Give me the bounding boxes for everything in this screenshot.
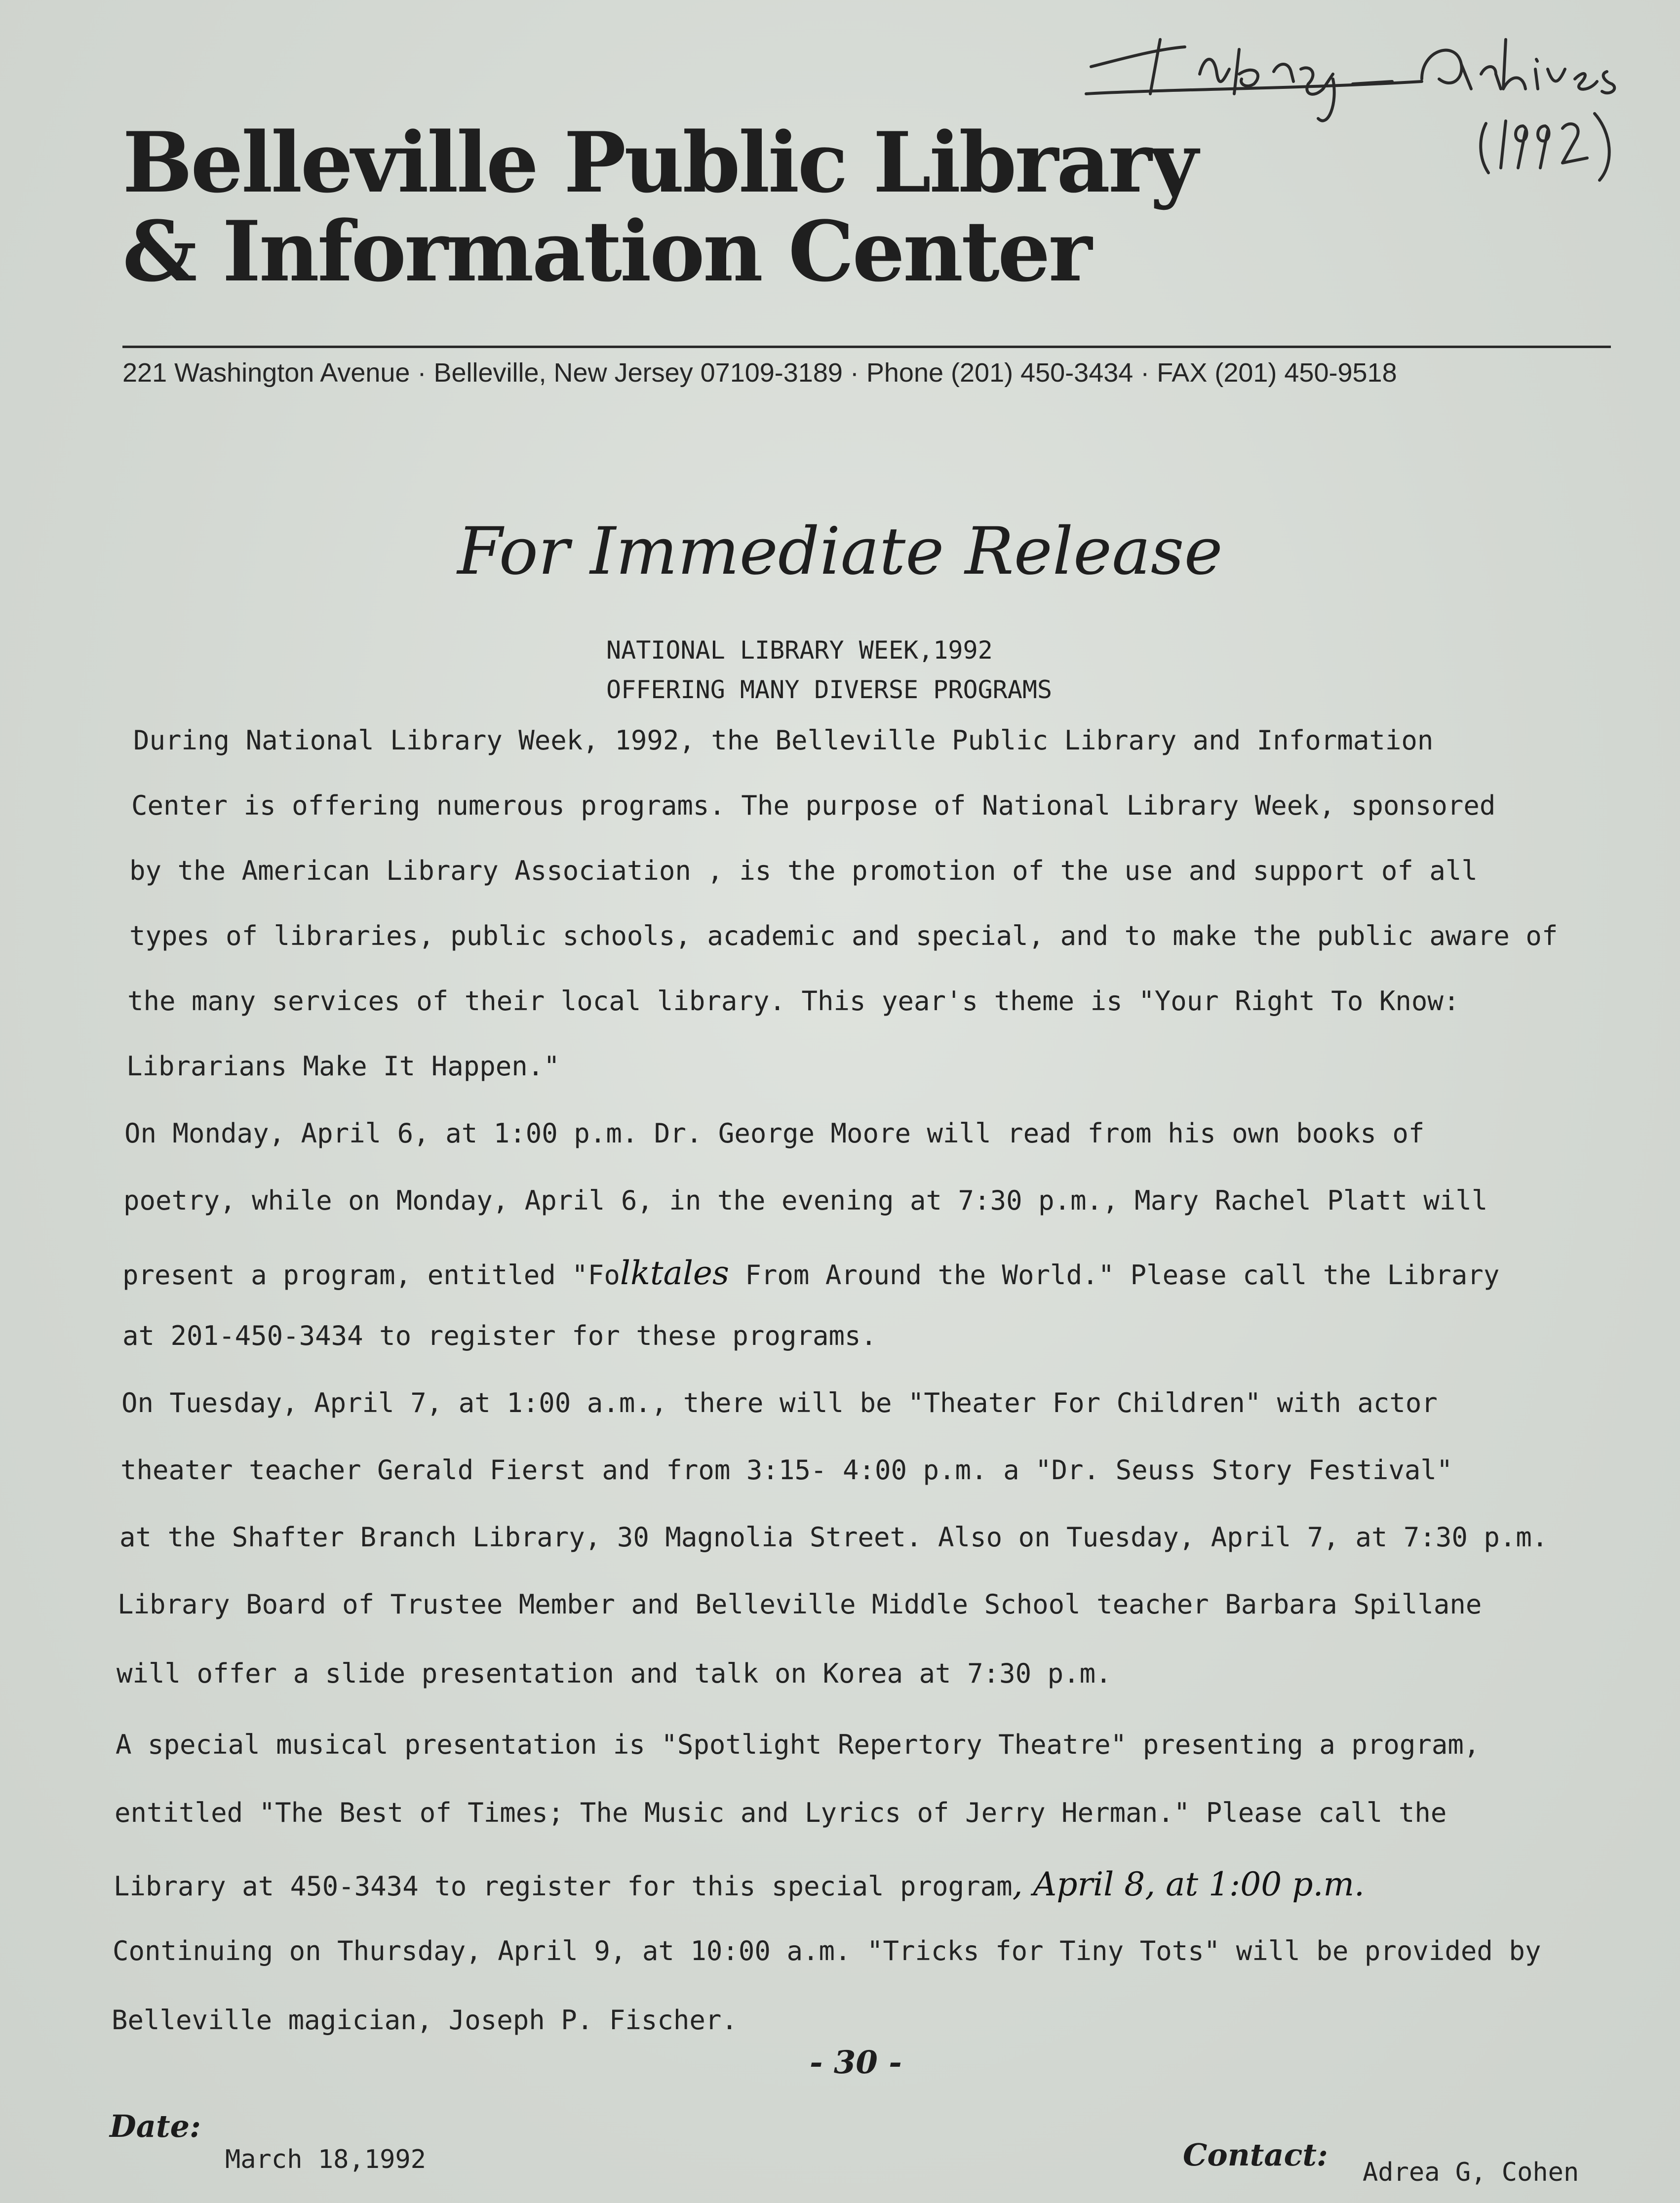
body-line: the many services of their local library. This year's theme is "Your Right To Know:	[127, 985, 1460, 1017]
headline-line-1: NATIONAL LIBRARY WEEK,1992	[606, 636, 993, 665]
letterhead-subtitle: & Information Center	[122, 202, 1091, 300]
body-line-with-handwritten-correction	[122, 1254, 1499, 1292]
body-line: poetry, while on Monday, April 6, in the evening at 7:30 p.m., Mary Rachel Platt will	[123, 1185, 1488, 1216]
body-line: at the Shafter Branch Library, 30 Magnolia Street. Also on Tuesday, April 7, at 7:30 p.m.	[119, 1522, 1548, 1553]
body-line-end: From Around the World." Please call the Library	[729, 1259, 1500, 1291]
body-line: by the American Library Association , is the promotion of the use and support of all	[129, 855, 1478, 886]
body-line: Center is offering numerous programs. The purpose of National Library Week, sponsored	[131, 790, 1496, 821]
body-line: Library Board of Trustee Member and Belleville Middle School teacher Barbara Spillane	[117, 1589, 1482, 1620]
body-line: During National Library Week, 1992, the Belleville Public Library and Information	[133, 725, 1434, 756]
date-value: March 18,1992	[225, 2145, 426, 2174]
contact-value: Adrea G, Cohen	[1363, 2158, 1579, 2187]
letterhead-divider	[122, 346, 1611, 348]
body-line: A special musical presentation is "Spotlight Repertory Theatre" presenting a program,	[116, 1729, 1480, 1760]
body-line: theater teacher Gerald Fierst and from 3:15- 4:00 p.m. a "Dr. Seuss Story Festival"	[120, 1455, 1453, 1486]
body-line: On Monday, April 6, at 1:00 p.m. Dr. George Moore will read from his own books of	[124, 1118, 1425, 1149]
letterhead-address: 221 Washington Avenue · Belleville, New Jersey 07109-3189 · Phone (201) 450-3434 · FAX (201) 450-9518	[122, 358, 1397, 388]
date-label: Date:	[110, 2108, 201, 2144]
body-line: Librarians Make It Happen."	[126, 1051, 560, 1082]
letterhead-title: Belleville Public Library	[122, 114, 1197, 211]
body-line-with-handwritten-addition	[114, 1865, 1365, 1903]
contact-label: Contact:	[1183, 2137, 1328, 2173]
body-line: types of libraries, public schools, academic and special, and to make the public aware of	[129, 920, 1558, 951]
handwritten-addition: , April 8, at 1:00 p.m.	[1012, 1865, 1365, 1903]
body-line: Continuing on Thursday, April 9, at 10:00 a.m. "Tricks for Tiny Tots" will be provided by	[113, 1935, 1541, 1967]
body-line-start: Library at 450-3434 to register for this special program	[114, 1871, 1013, 1902]
body-line: will offer a slide presentation and talk on Korea at 7:30 p.m.	[117, 1658, 1112, 1689]
body-line: On Tuesday, April 7, at 1:00 a.m., there will be "Theater For Children" with actor	[121, 1387, 1438, 1418]
page-number: - 30 -	[810, 2044, 902, 2081]
body-line: at 201-450-3434 to register for these programs.	[122, 1320, 877, 1351]
handwritten-correction: lktales	[620, 1254, 729, 1292]
body-line: Belleville magician, Joseph P. Fischer.	[112, 2005, 738, 2036]
headline-line-2: OFFERING MANY DIVERSE PROGRAMS	[606, 675, 1053, 704]
body-line: entitled "The Best of Times; The Music and Lyrics of Jerry Herman." Please call the	[115, 1797, 1447, 1828]
release-title: For Immediate Release	[457, 513, 1223, 590]
body-line-start: present a program, entitled "Fo	[122, 1259, 620, 1291]
